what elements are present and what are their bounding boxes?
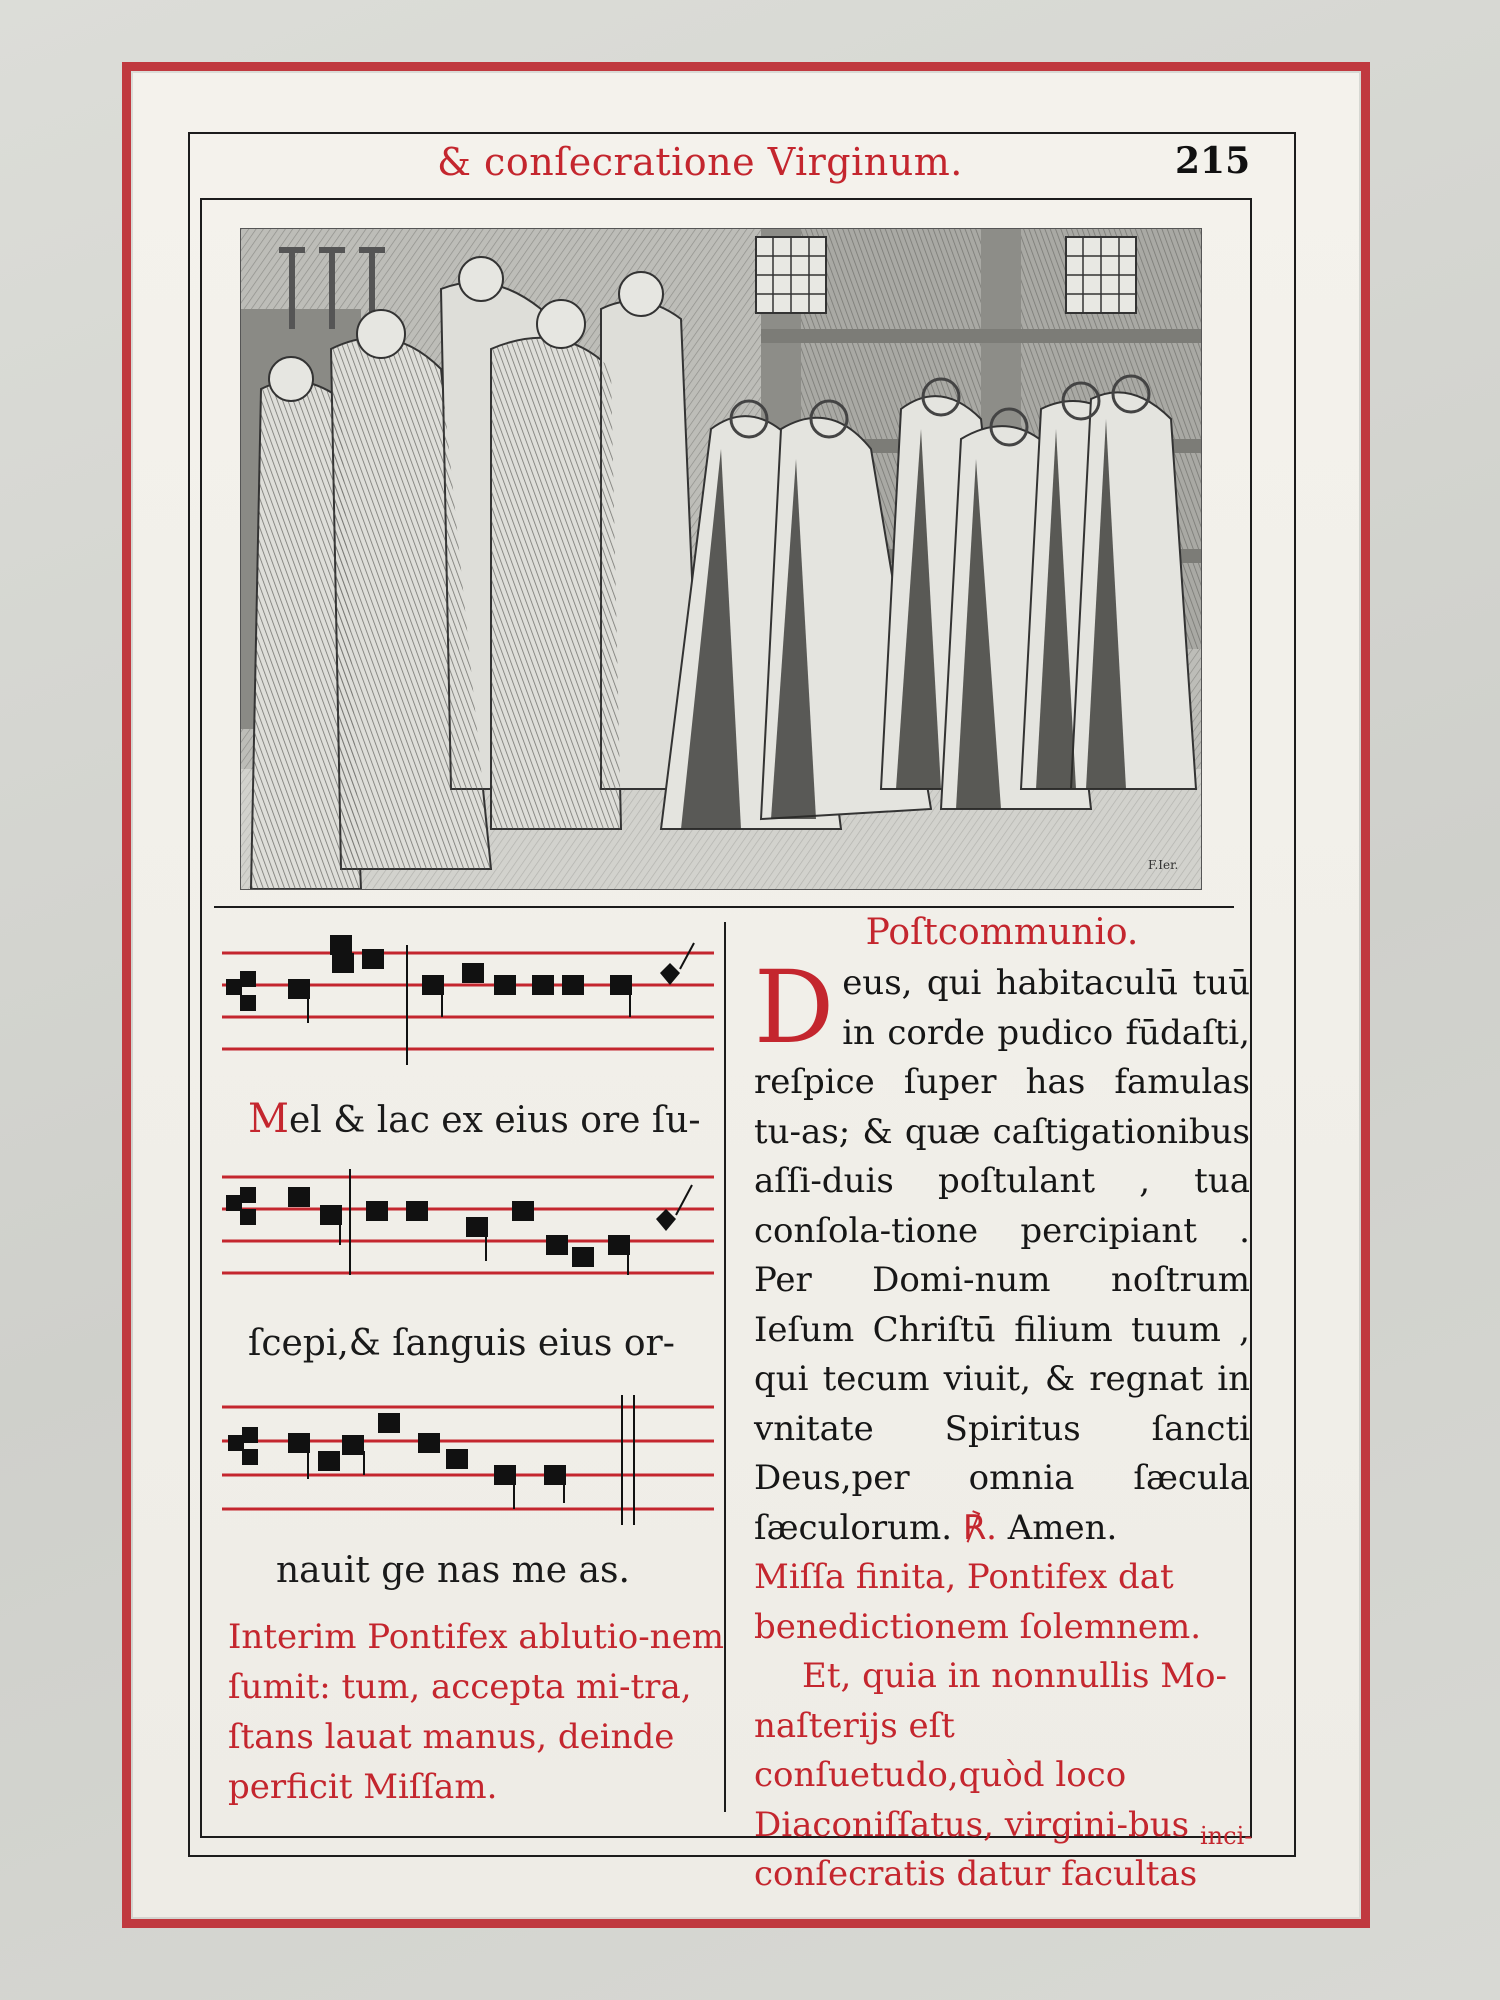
engraving-scene bbox=[241, 229, 1201, 889]
lyric-line-2: ſcepi,& ſanguis eius or- bbox=[248, 1323, 675, 1364]
postcommunio-prayer bbox=[754, 949, 1250, 1553]
running-head: & conſecratione Virginum. bbox=[437, 140, 963, 184]
lyric-text-1: el & lac ex eius ore ſu- bbox=[288, 1100, 701, 1141]
staff-3-svg bbox=[222, 1395, 714, 1535]
column-divider bbox=[724, 922, 726, 1812]
prayer-text: eus, qui habitaculū tuū in corde pudico fūdaſti, reſpice ſuper has famulas tu-as; & quæ caſtigationibus aſſi-duis poſtulant , tua conſola-tione percipiant . Per Domi-num noſtrum Ieſum Chriſtū filium tuum , qui tecum viuit, & regnat in vnitate Spiritus ſancti Deus,per omnia ſæcula ſæculorum. bbox=[754, 963, 1250, 1548]
engraver-signature: F.Ier. bbox=[1148, 858, 1179, 872]
illustration-rule bbox=[214, 906, 1234, 908]
rubric-monasteries: Et, quia in nonnullis Mo-naſterijs eſt conſuetudo,quòd loco Diaconiſſatus, virgini-bus conſecratis datur facultas bbox=[754, 1656, 1227, 1894]
music-staff-1 bbox=[222, 935, 714, 1075]
music-staff-3 bbox=[222, 1395, 714, 1535]
rubric-blessing: Miſſa finita, Pontifex dat benedictionem ſolemnem. bbox=[754, 1557, 1202, 1647]
lyric-line-1 bbox=[248, 1096, 701, 1142]
music-staff-2 bbox=[222, 1165, 714, 1305]
left-rubric: Interim Pontifex ablutio-nem ſumit: tum, accepta mi-tra, ſtans lauat manus, deinde perficit Miſſam. bbox=[228, 1617, 724, 1807]
postcommunio-title: Poſtcommunio. bbox=[865, 912, 1139, 953]
catchword: inci- bbox=[1200, 1822, 1253, 1850]
staff-2-svg bbox=[222, 1165, 714, 1305]
page-number: 215 bbox=[1175, 140, 1251, 182]
lyric-initial: M bbox=[248, 1096, 289, 1142]
right-column bbox=[754, 912, 1253, 1900]
lyric-line-3: nauit ge nas me as. bbox=[276, 1550, 630, 1591]
engraving-illustration bbox=[240, 228, 1202, 890]
staff-1-svg bbox=[222, 935, 714, 1075]
drop-capital: D bbox=[754, 949, 835, 1066]
response-mark: ℟. bbox=[962, 1507, 997, 1548]
amen-text: Amen. bbox=[1007, 1507, 1118, 1548]
